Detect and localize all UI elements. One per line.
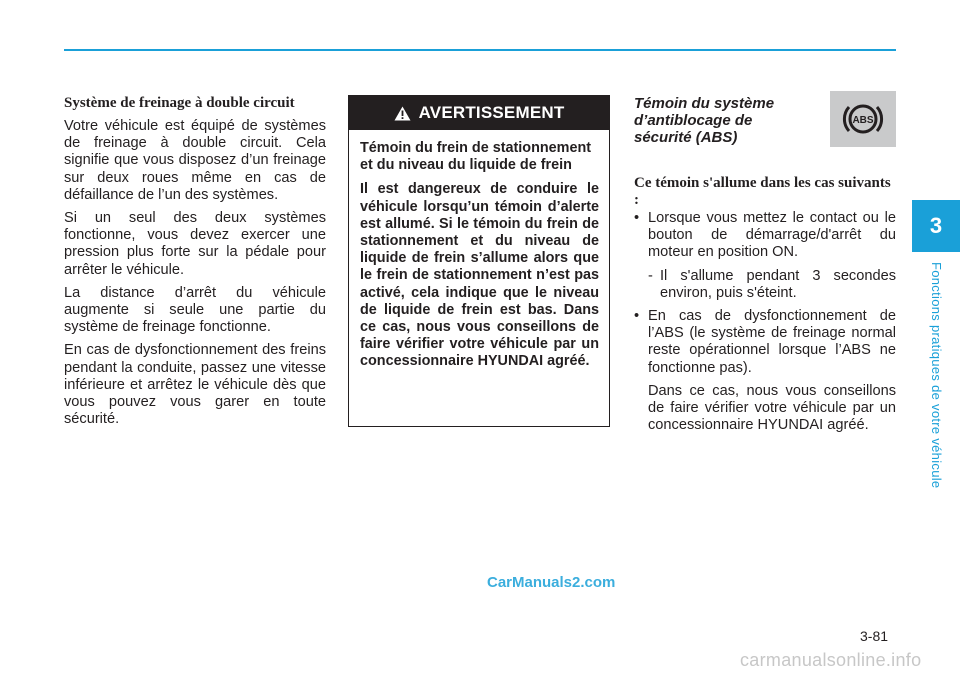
list-item-text: Lorsque vous mettez le contact ou le bouton de démarrage/d'arrêt du moteur en position ON.	[648, 210, 896, 261]
top-rule	[64, 49, 896, 51]
bullet: •	[634, 308, 640, 325]
abs-icon	[841, 97, 885, 141]
abs-subheading: Ce témoin s'allume dans les cas suivants :	[634, 175, 891, 208]
chapter-tab: 3	[912, 200, 960, 252]
sub-list-item	[648, 268, 896, 302]
paragraph: Votre véhicule est équipé de systèmes de freinage à double circuit. Cela signifie que vous disposez d’un freinage sur deux roues même en cas de défaillance de l’un des systèmes.	[64, 118, 326, 203]
paragraph: La distance d’arrêt du véhicule augmente si seule une partie du système de freinage fonctionne.	[64, 284, 326, 336]
section-heading-dual-brake: Système de freinage à double circuit	[64, 95, 295, 111]
watermark-center: CarManuals2.com	[487, 574, 616, 591]
abs-conditions-list	[634, 210, 896, 440]
list-item-continuation: Dans ce cas, nous vous conseillons de faire vérifier votre véhicule par un concessionnaire HYUNDAI agréé.	[648, 382, 896, 434]
bullet: •	[634, 210, 640, 226]
warning-title: AVERTISSEMENT	[418, 103, 565, 122]
list-item	[634, 308, 896, 377]
abs-section-heading: Témoin du système d’antiblocage de sécurité (ABS)	[634, 95, 775, 146]
chapter-title: Fonctions pratiques de votre véhicule	[929, 262, 944, 489]
warning-header	[349, 96, 609, 130]
warning-text: Il est dangereux de conduire le véhicule lorsqu’un témoin d’alerte est allumé. Si le témoin du frein de stationnement et du niveau de liquide de frein s’allume alors que le frein de stationnement n’est pas activé, cela indique que le niveau de liquide de frein est bas. Dans ce cas, nous vous conseillons de faire vérifier votre véhicule par un concessionnaire HYUNDAI agréé.	[360, 181, 599, 370]
abs-icon-label: ABS	[852, 115, 874, 126]
page-number: 3-81	[860, 628, 889, 644]
list-item-text: En cas de dysfonctionnement de l’ABS (le système de freinage normal reste opérationnel lorsque l’ABS ne fonctionne pas).	[648, 308, 896, 376]
warning-triangle-icon	[394, 106, 411, 121]
abs-warning-light-icon	[830, 91, 896, 147]
paragraph: En cas de dysfonctionnement des freins pendant la conduite, passez une vitesse inférieure et arrêtez le véhicule dès que vous pouvez vous garer en toute sécurité.	[64, 342, 326, 428]
watermark-corner: carmanualsonline.info	[740, 650, 922, 670]
warning-body	[349, 130, 609, 371]
left-column	[64, 95, 326, 434]
sub-list-item-text: Il s'allume pendant 3 secondes environ, puis s'éteint.	[660, 267, 896, 301]
warning-subtitle: Témoin du frein de stationnement et du niveau du liquide de frein	[360, 140, 592, 174]
list-item	[634, 210, 896, 262]
dash-mark: -	[648, 267, 653, 284]
paragraph: Si un seul des deux systèmes fonctionne, vous devez exercer une pression plus forte sur la pédale pour arrêter le véhicule.	[64, 210, 326, 278]
warning-box	[348, 95, 610, 427]
